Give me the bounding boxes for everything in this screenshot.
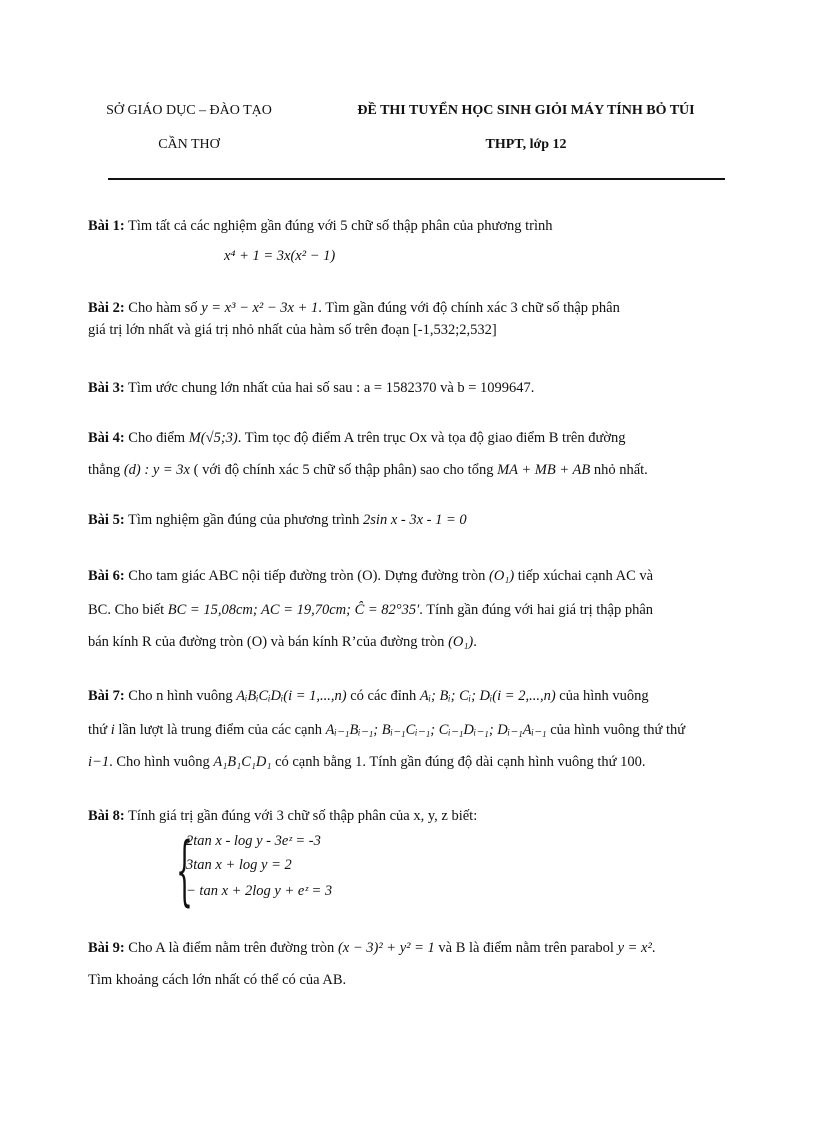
problem-4 <box>88 428 748 448</box>
problem-6-line3 <box>88 632 748 652</box>
problem-9-text-c: . <box>651 940 656 956</box>
problem-1-equation: x⁴ + 1 = 3x(x² − 1) <box>224 248 336 264</box>
problem-7-line2-b: lần lượt là trung điểm của các cạnh <box>114 722 326 738</box>
problem-4-point: M(√5;3) <box>188 430 238 446</box>
problem-4-text-a: Cho điểm <box>124 430 189 446</box>
problem-3-text: Tìm ước chung lớn nhất của hai số sau : a = 1582370 và b = 1099647. <box>124 380 535 396</box>
problem-5-label: Bài 5: <box>88 512 125 528</box>
problem-6 <box>88 566 748 586</box>
problem-5-equation: 2sin x - 3x - 1 = 0 <box>363 512 467 528</box>
problem-6-line2 <box>88 600 748 620</box>
problem-7-label: Bài 7: <box>88 688 125 704</box>
department-name: SỞ GIÁO DỤC – ĐÀO TẠO <box>106 103 272 118</box>
problem-6-circle-2: (O₁) <box>448 634 474 650</box>
problem-7-line2-c: của hình vuông thứ thứ <box>546 722 686 738</box>
problem-7-line2-a: thứ <box>88 722 111 738</box>
problem-8-label: Bài 8: <box>88 808 125 824</box>
exam-title: ĐỀ THI TUYỂN HỌC SINH GIỎI MÁY TÍNH BỎ TÚI <box>357 103 695 118</box>
problem-4-text-b: . Tìm tọc độ điểm A trên trục Ox và tọa độ giao điểm B trên đường <box>237 430 626 446</box>
problem-7-line2 <box>88 720 748 740</box>
problem-9-label: Bài 9: <box>88 940 125 956</box>
problem-9-parabola: y = x² <box>617 940 652 956</box>
problem-6-line3-a: bán kính R của đường tròn (O) và bán kính R’của đường tròn <box>88 634 449 650</box>
problem-5-text: Tìm nghiệm gần đúng của phương trình <box>124 512 364 528</box>
problem-9-line2: Tìm khoảng cách lớn nhất có thể có của AB. <box>88 972 347 988</box>
problem-7-squares: AᵢBᵢCᵢDᵢ(i = 1,...,n) <box>236 688 347 704</box>
problem-8 <box>88 806 748 826</box>
problem-5 <box>88 510 748 530</box>
problem-7-prev-index: i−1 <box>88 754 110 770</box>
problem-6-line2-a: BC. Cho biết <box>88 602 168 618</box>
problem-2-text-b: . Tìm gần đúng với độ chính xác 3 chữ số thập phân <box>318 300 620 316</box>
problem-4-line-equation: (d) : y = 3x <box>123 462 190 478</box>
city-name: CẦN THƠ <box>158 137 220 152</box>
problem-2-text-a: Cho hàm số <box>124 300 202 316</box>
problem-4-label: Bài 4: <box>88 430 125 446</box>
problem-8-eq1: 2tan x - log y - 3eᶻ = -3 <box>186 833 321 849</box>
problem-7-vertices: Aᵢ; Bᵢ; Cᵢ; Dᵢ(i = 2,...,n) <box>419 688 556 704</box>
problem-9 <box>88 938 748 958</box>
problem-7-index: i <box>110 722 115 738</box>
problem-6-text-a: Cho tam giác ABC nội tiếp đường tròn (O). Dựng đường tròn <box>124 568 489 584</box>
problem-2-formula: y = x³ − x² − 3x + 1 <box>201 300 319 316</box>
problem-4-line2 <box>88 460 748 480</box>
problem-9-text-b: và B là điểm nằm trên parabol <box>434 940 618 956</box>
problem-9-circle: (x − 3)² + y² = 1 <box>337 940 435 956</box>
problem-7-edges: Aᵢ₋₁Bᵢ₋₁; Bᵢ₋₁Cᵢ₋₁; Cᵢ₋₁Dᵢ₋₁; Dᵢ₋₁Aᵢ₋₁ <box>325 722 547 738</box>
problem-3 <box>88 378 748 398</box>
problem-1-text: Tìm tất cả các nghiệm gần đúng với 5 chữ số thập phân của phương trình <box>124 218 553 234</box>
problem-7-line3 <box>88 752 748 772</box>
problem-8-eq3: − tan x + 2log y + eᶻ = 3 <box>186 883 333 899</box>
problem-6-label: Bài 6: <box>88 568 125 584</box>
header-right <box>322 94 730 162</box>
problem-4-line2-a: thẳng <box>88 462 124 478</box>
problem-2-label: Bài 2: <box>88 300 125 316</box>
header-divider <box>108 178 725 180</box>
problem-1-label: Bài 1: <box>88 218 125 234</box>
problem-7-line3-b: . Cho hình vuông <box>109 754 214 770</box>
problem-4-line2-c: nhỏ nhất. <box>590 462 648 478</box>
problem-6-text-b: tiếp xúchai cạnh AC và <box>514 568 654 584</box>
problem-7-text-c: của hình vuông <box>555 688 649 704</box>
problem-8-text: Tính giá trị gần đúng với 3 chữ số thập phân của x, y, z biết: <box>124 808 478 824</box>
problem-8-eq2: 3tan x + log y = 2 <box>186 857 292 873</box>
system-brace: { <box>176 825 193 914</box>
problem-9-text-a: Cho A là điểm nằm trên đường tròn <box>124 940 338 956</box>
problem-4-sum: MA + MB + AB <box>497 462 591 478</box>
problem-6-given: BC = 15,08cm; AC = 19,70cm; Ĉ = 82°35′ <box>167 602 420 618</box>
problem-4-line2-b: ( với độ chính xác 5 chữ số thập phân) sao cho tổng <box>190 462 498 478</box>
header-left <box>84 94 294 162</box>
problem-6-line2-b: . Tính gần đúng với hai giá trị thập phân <box>419 602 654 618</box>
problem-2 <box>88 298 748 318</box>
exam-grade: THPT, lớp 12 <box>485 137 567 152</box>
problem-3-label: Bài 3: <box>88 380 125 396</box>
problem-6-circle: (O₁) <box>488 568 515 584</box>
problem-7-text-a: Cho n hình vuông <box>124 688 237 704</box>
problem-7 <box>88 686 748 706</box>
problem-6-line3-b: . <box>473 634 477 650</box>
problem-8-system <box>176 825 376 914</box>
problem-7-line3-c: có cạnh bằng 1. Tính gần đúng độ dài cạnh hình vuông thứ 100. <box>271 754 646 770</box>
problem-7-first-square: A₁B₁C₁D₁ <box>213 754 272 770</box>
problem-2-line2: giá trị lớn nhất và giá trị nhỏ nhất của hàm số trên đoạn [-1,532;2,532] <box>88 322 497 338</box>
problem-1 <box>88 216 748 236</box>
problem-7-text-b: có các đỉnh <box>346 688 420 704</box>
